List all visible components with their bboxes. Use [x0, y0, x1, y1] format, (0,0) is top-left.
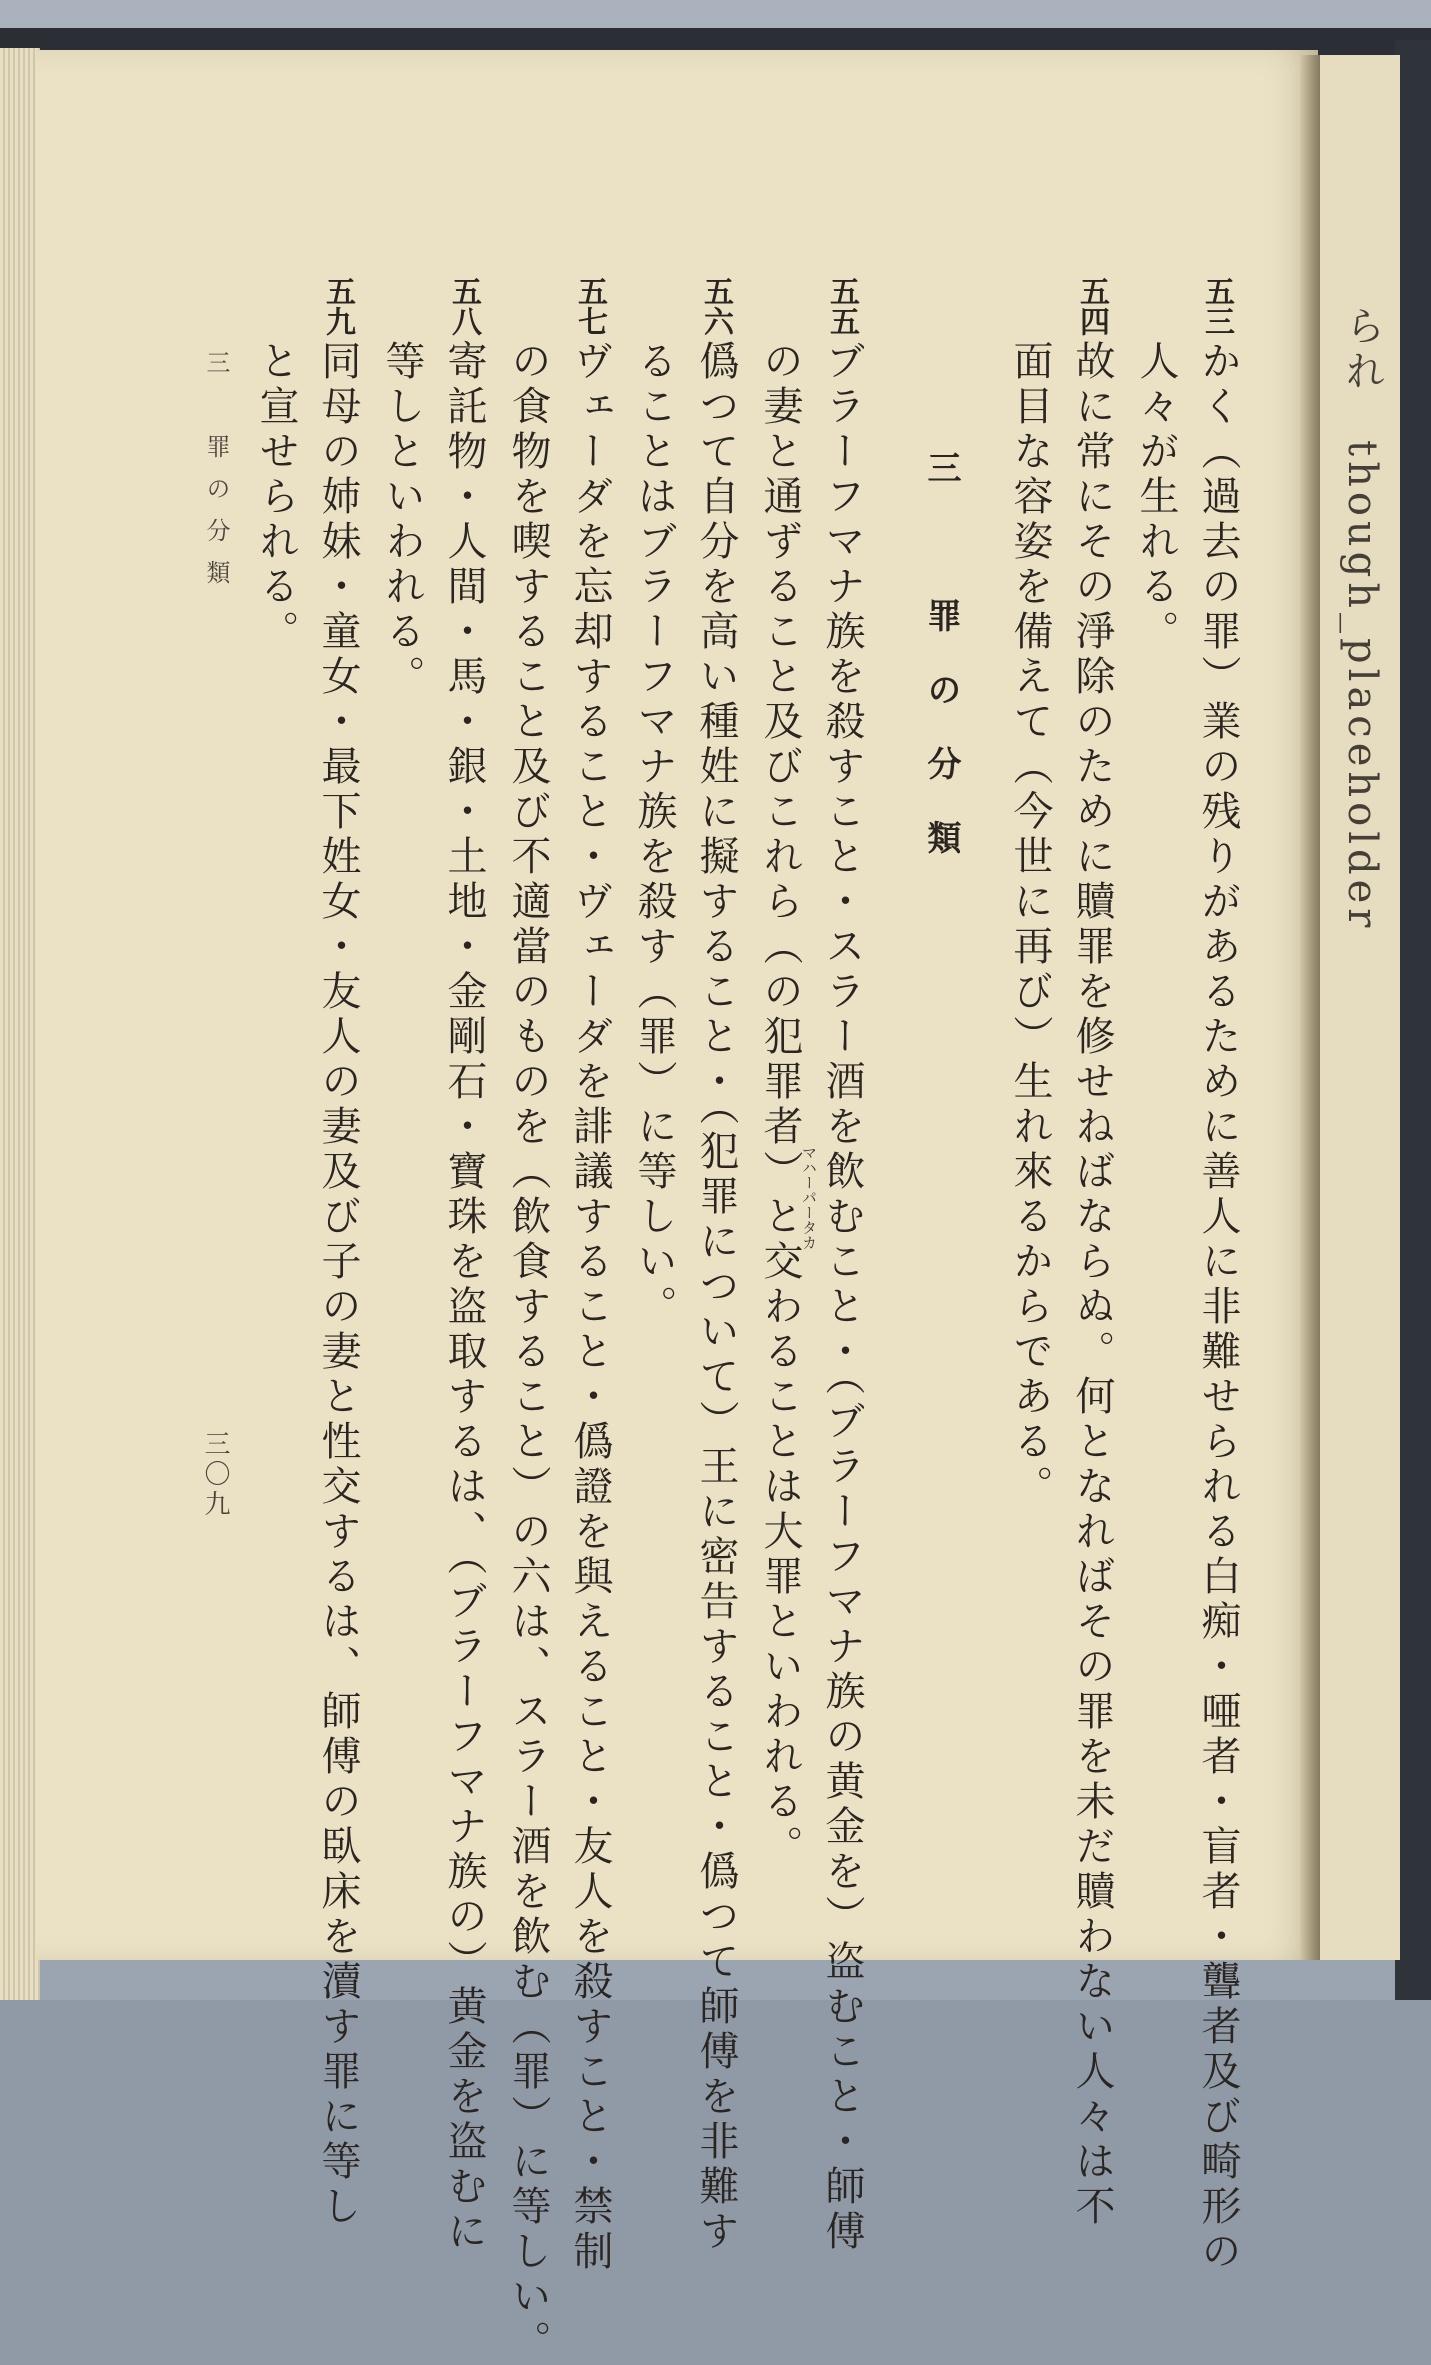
verse-number: 五六 [698, 276, 733, 336]
text-column: の食物を喫すること及び不適當のものを（飲食すること）の六は、スラー酒を飲む（罪）に等しい。 [505, 340, 551, 2365]
verse-number: 五七 [572, 276, 607, 336]
text-column: ブラーフマナ族を殺すこと・スラー酒を飲むこと・（ブラーフマナ族の黄金を）盗むこと・師傅 [819, 340, 865, 2255]
text-column: と宣せられる。 [253, 340, 299, 655]
section-heading: 三 罪の分類 [921, 450, 961, 894]
verse-number: 五五 [824, 276, 859, 336]
book-page [36, 50, 1318, 2365]
text-column: かく（過去の罪）業の残りがあるために善人に非難せられる白痴・唖者・盲者・聾者及び畸形の [1195, 340, 1241, 2275]
book-cover-right [1395, 40, 1431, 2000]
text-column: 僞つて自分を高い種姓に擬すること・（犯罪について）王に密告すること・僞つて師傅を非難す [693, 340, 739, 2255]
text-column: ヴェーダを忘却すること・ヴェーダを誹議すること・僞證を與えること・友人を殺すこと・禁制 [567, 340, 613, 2275]
book-gutter [1300, 55, 1322, 1960]
verse-number: 五八 [446, 276, 481, 336]
page-number: 三〇九 [200, 1430, 230, 1520]
text-column: 寄託物・人間・馬・銀・土地・金剛石・寶珠を盗取するは、（ブラーフマナ族の）黄金を盗むに [441, 340, 487, 2255]
running-footer: 三 罪の分類 [202, 350, 230, 602]
text-column: 等しといわれる。 [379, 340, 425, 700]
ruby-reading: マハーパータカ [800, 1145, 818, 1250]
text-column: 人々が生れる。 [1133, 340, 1179, 655]
verse-number: 五四 [1074, 276, 1109, 336]
text-column: の妻と通ずること及びこれら（の犯罪者）と交わることは大罪といわれる。 [757, 340, 803, 1870]
facing-page [1320, 55, 1400, 1960]
verse-number: 五九 [320, 276, 355, 336]
verse-number: 五三 [1199, 276, 1234, 336]
facing-page-text: られ though_placeholder [1339, 305, 1385, 933]
text-column: 面目な容姿を備えて（今世に再び）生れ來るからである。 [1007, 340, 1053, 1510]
text-column: 同母の姉妹・童女・最下姓女・友人の妻及び子の妻と性交するは、師傅の臥床を瀆す罪に等し [315, 340, 361, 2230]
page-edges [0, 48, 40, 2000]
text-column: 故に常にその淨除のために贖罪を修せねばならぬ。何となればその罪を未だ贖わない人々は不 [1069, 340, 1115, 2230]
text-column: ることはブラーフマナ族を殺す（罪）に等しい。 [631, 340, 677, 1330]
